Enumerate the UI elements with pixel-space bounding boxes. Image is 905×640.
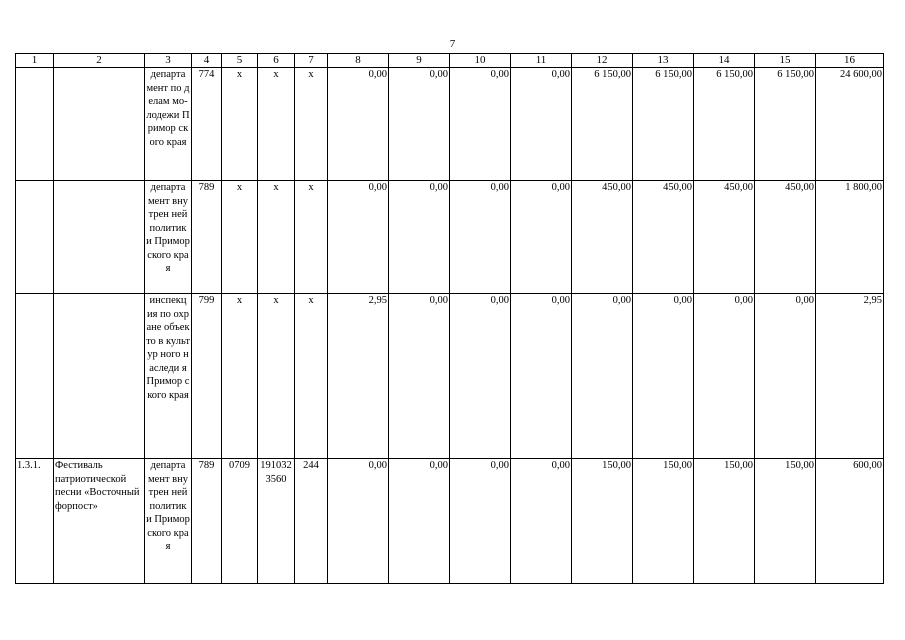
department-cell: инспекц ия по охране объекто в культур ного наследи я Примор ского края — [145, 294, 192, 459]
amount-cell: 0,00 — [511, 181, 572, 294]
department-cell: департа мент внутрен ней политик и Примор ского края — [145, 459, 192, 584]
code-cell: х — [295, 294, 328, 459]
amount-cell: 0,00 — [694, 294, 755, 459]
column-header: 11 — [511, 54, 572, 68]
event-name-cell — [54, 68, 145, 181]
column-header: 5 — [222, 54, 258, 68]
table-row — [16, 459, 884, 584]
table-row — [16, 68, 884, 181]
amount-cell: 150,00 — [755, 459, 816, 584]
amount-cell: 0,00 — [450, 459, 511, 584]
column-header: 12 — [572, 54, 633, 68]
code-cell: 0709 — [222, 459, 258, 584]
code-cell: х — [222, 181, 258, 294]
code-cell: х — [295, 68, 328, 181]
amount-cell: 6 150,00 — [633, 68, 694, 181]
amount-cell: 0,00 — [389, 181, 450, 294]
item-number-cell: 1.3.1. — [16, 459, 54, 584]
item-number-cell — [16, 294, 54, 459]
column-header: 13 — [633, 54, 694, 68]
amount-cell: 450,00 — [633, 181, 694, 294]
code-cell: х — [258, 181, 295, 294]
event-name-cell — [54, 181, 145, 294]
code-cell: 789 — [192, 459, 222, 584]
amount-cell: 0,00 — [511, 294, 572, 459]
amount-cell: 6 150,00 — [755, 68, 816, 181]
item-number-cell — [16, 181, 54, 294]
amount-cell: 0,00 — [328, 459, 389, 584]
code-cell: х — [222, 294, 258, 459]
code-cell: 244 — [295, 459, 328, 584]
amount-cell: 6 150,00 — [694, 68, 755, 181]
table-row — [16, 181, 884, 294]
amount-cell: 0,00 — [450, 181, 511, 294]
amount-cell: 0,00 — [450, 294, 511, 459]
column-header: 14 — [694, 54, 755, 68]
amount-cell: 6 150,00 — [572, 68, 633, 181]
amount-cell: 0,00 — [755, 294, 816, 459]
column-header: 7 — [295, 54, 328, 68]
department-cell: департа мент внутрен ней политик и Примор ского края — [145, 181, 192, 294]
column-header: 6 — [258, 54, 295, 68]
code-cell: х — [295, 181, 328, 294]
amount-cell: 0,00 — [572, 294, 633, 459]
amount-cell: 0,00 — [389, 459, 450, 584]
amount-cell: 0,00 — [633, 294, 694, 459]
department-cell: департа мент по делам мо- лодежи Примор ского края — [145, 68, 192, 181]
item-number-cell — [16, 68, 54, 181]
table-row — [16, 294, 884, 459]
column-header: 2 — [54, 54, 145, 68]
event-name-cell — [54, 294, 145, 459]
total-cell: 1 800,00 — [816, 181, 884, 294]
amount-cell: 2,95 — [328, 294, 389, 459]
code-cell: х — [258, 294, 295, 459]
amount-cell: 0,00 — [389, 294, 450, 459]
column-header: 3 — [145, 54, 192, 68]
code-cell: 799 — [192, 294, 222, 459]
code-cell: 191032 3560 — [258, 459, 295, 584]
column-header: 9 — [389, 54, 450, 68]
column-header: 16 — [816, 54, 884, 68]
amount-cell: 150,00 — [572, 459, 633, 584]
amount-cell: 150,00 — [633, 459, 694, 584]
total-cell: 24 600,00 — [816, 68, 884, 181]
amount-cell: 450,00 — [755, 181, 816, 294]
code-cell: 774 — [192, 68, 222, 181]
amount-cell: 0,00 — [328, 68, 389, 181]
amount-cell: 0,00 — [450, 68, 511, 181]
column-header: 8 — [328, 54, 389, 68]
column-number-row — [16, 54, 884, 68]
column-header: 15 — [755, 54, 816, 68]
amount-cell: 0,00 — [389, 68, 450, 181]
code-cell: 789 — [192, 181, 222, 294]
event-name-cell: Фестиваль патриотической песни «Восточный форпост» — [54, 459, 145, 584]
amount-cell: 0,00 — [511, 68, 572, 181]
page-number: 7 — [449, 38, 456, 50]
total-cell: 2,95 — [816, 294, 884, 459]
amount-cell: 450,00 — [694, 181, 755, 294]
amount-cell: 450,00 — [572, 181, 633, 294]
column-header: 10 — [450, 54, 511, 68]
column-header: 1 — [16, 54, 54, 68]
amount-cell: 150,00 — [694, 459, 755, 584]
column-header: 4 — [192, 54, 222, 68]
total-cell: 600,00 — [816, 459, 884, 584]
budget-table — [15, 53, 884, 584]
code-cell: х — [258, 68, 295, 181]
code-cell: х — [222, 68, 258, 181]
amount-cell: 0,00 — [328, 181, 389, 294]
amount-cell: 0,00 — [511, 459, 572, 584]
